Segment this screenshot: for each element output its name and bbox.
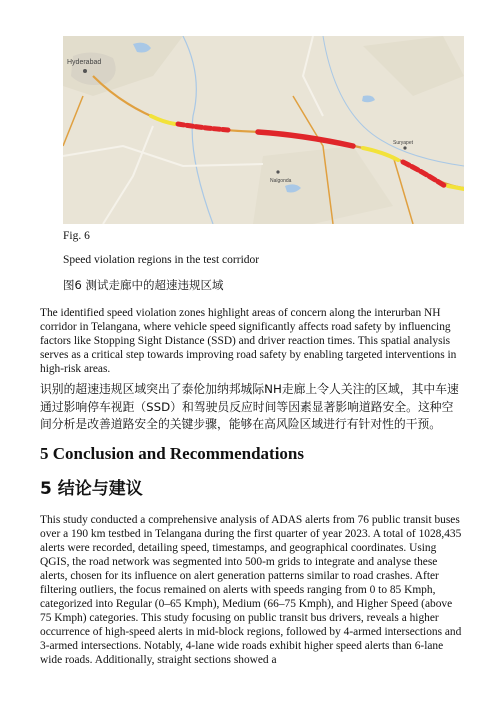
place-marker <box>403 146 406 149</box>
map-label-hyderabad: Hyderabad <box>67 59 102 66</box>
map-label-suryapet: Suryapet <box>393 140 414 146</box>
paragraph-en-2: This study conducted a comprehensive analysis of ADAS alerts from 76 public transit buses over a 190 km testbed in Telangana during the first quarter of year 2023. A total of 1028,435 alerts were recorded, detailing speed, timestamps, and geographical coordinates. Using QGIS, the road network was segmented into 500-m grids to integrate and analyse these alerts, chosen for its influence on alert generation patterns similar to road crashes. After filtering outliers, the focus remained on alerts with speeds ranging from 0 to 85 Kmph, categorized into Regular (0–65 Kmph), Medium (66–75 Kmph), and Higher Speed (above 75 Kmph) categories. This study focusing on public transit bus drivers, reveals a higher occurrence of high-speed alerts in mid-block regions, followed by 4-armed intersections and 3-armed intersections. Notably, 4-lane wide roads exhibit higher speed alerts than 6-lane wide roads. Additionally, straight sections showed a <box>40 514 462 666</box>
figure-caption-zh: 图6 测试走廊中的超速违规区域 <box>63 278 224 292</box>
figure-caption-en: Speed violation regions in the test corridor <box>63 254 260 266</box>
place-marker <box>276 170 279 173</box>
paragraph-en-1: The identified speed violation zones highlight areas of concern along the interurban NH corridor in Telangana, where vehicle speed significantly affects road safety by influencing factors like Stopping Sight Distance (SSD) and driver reaction times. This spatial analysis serves as a critical step towards improving road safety by enabling targeted interventions in high-risk areas. <box>40 307 457 375</box>
map-canvas <box>63 36 464 224</box>
place-marker <box>83 69 87 73</box>
speed-violation-map <box>63 36 464 224</box>
urban-area <box>71 52 116 85</box>
section-heading-zh: 5 结论与建议 <box>40 479 143 499</box>
figure-label: Fig. 6 <box>63 230 90 242</box>
map-label-nalgonda: Nalgonda <box>270 178 292 184</box>
section-heading-en: 5 Conclusion and Recommendations <box>40 444 305 463</box>
paragraph-zh-1: 识别的超速违规区域突出了泰伦加纳邦城际NH走廊上令人关注的区域，其中车速通过影响停车视距（SSD）和驾驶员反应时间等因素显著影响道路安全。这种空间分析是改善道路安全的关键步骤，能够在高风险区域进行有针对性的干预。 <box>40 382 459 431</box>
